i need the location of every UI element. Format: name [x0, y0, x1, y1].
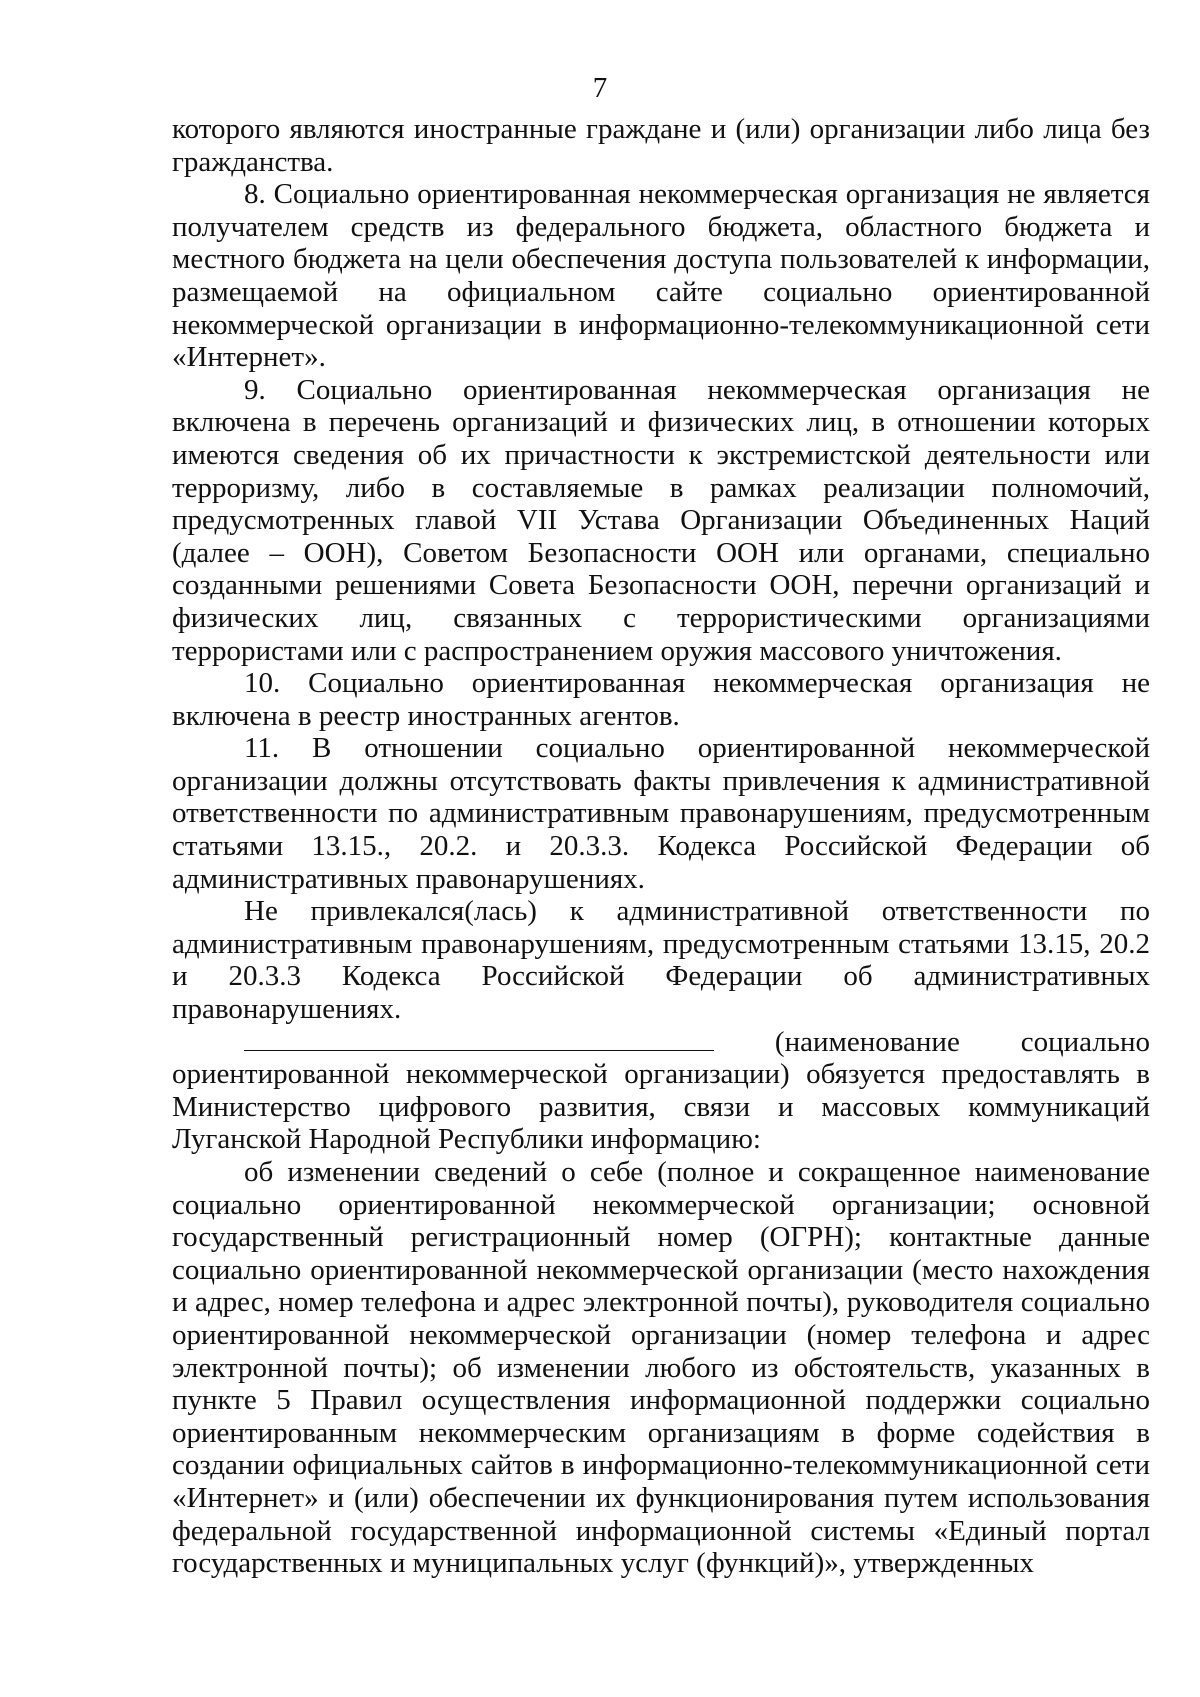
- paragraph-item-9: 9. Социально ориентированная некоммерческая организация не включена в перечень организаций и физических лиц, в отношении которых имеются сведения об их причастности к экстремистской деятельности или терроризму, либо в составляемые в рамках реализации полномочий, предусмотренных главой VII Устава Организации Объединенных Наций (далее – ООН), Советом Безопасности ООН или органами, специально созданными решениями Совета Безопасности ООН, перечни организаций и физических лиц, связанных с террористическими организациями террористами или с распространением оружия массового уничтожения.: [172, 373, 1150, 667]
- blank-fill-line: [244, 1026, 714, 1051]
- document-body: [172, 113, 1150, 1580]
- paragraph-obligation: [172, 1026, 1150, 1156]
- page-number: 7: [592, 72, 608, 104]
- paragraph-item-11: 11. В отношении социально ориентированной некоммерческой организации должны отсутствовать факты привлечения к административной ответственности по административным правонарушениям, предусмотренным статьями 13.15., 20.2. и 20.3.3. Кодекса Российской Федерации об административных правонарушениях.: [172, 732, 1150, 895]
- paragraph-obligation-text: (наименование социально ориентированной некоммерческой организации) обязуется предоставлять в Министерство цифрового развития, связи и массовых коммуникаций Луганской Народной Республики информацию:: [172, 1025, 1150, 1156]
- paragraph-item-8: 8. Социально ориентированная некоммерческая организация не является получателем средств из федерального бюджета, областного бюджета и местного бюджета на цели обеспечения доступа пользователей к информации, размещаемой на официальном сайте социально ориентированной некоммерческой организации в информационно-телекоммуникационной сети «Интернет».: [172, 178, 1150, 374]
- paragraph-changes: об изменении сведений о себе (полное и сокращенное наименование социально ориентированной некоммерческой организации; основной государственный регистрационный номер (ОГРН); контактные данные социально ориентированной некоммерческой организации (место нахождения и адрес, номер телефона и адрес электронной почты), руководителя социально ориентированной некоммерческой организации (номер телефона и адрес электронной почты); об изменении любого из обстоятельств, указанных в пункте 5 Правил осуществления информационной поддержки социально ориентированным некоммерческим организациям в форме содействия в создании официальных сайтов в информационно-телекоммуникационной сети «Интернет» и (или) обеспечении их функционирования путем использования федеральной государственной информационной системы «Единый портал государственных и муниципальных услуг (функций)», утвержденных: [172, 1156, 1150, 1580]
- paragraph-no-liability: Не привлекался(лась) к административной ответственности по административным правонарушениям, предусмотренным статьями 13.15, 20.2 и 20.3.3 Кодекса Российской Федерации об административных правонарушениях.: [172, 895, 1150, 1026]
- paragraph-continuation: которого являются иностранные граждане и (или) организации либо лица без гражданства.: [172, 113, 1150, 178]
- paragraph-item-10: 10. Социально ориентированная некоммерческая организация не включена в реестр иностранных агентов.: [172, 667, 1150, 732]
